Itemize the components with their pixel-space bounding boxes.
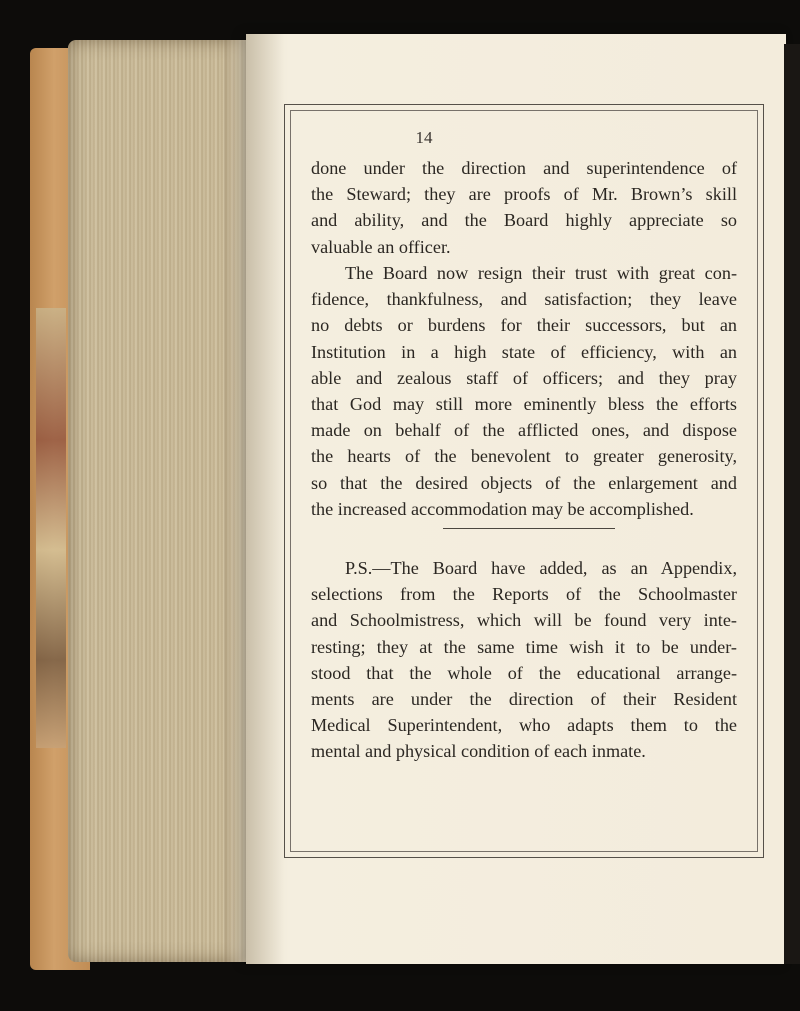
text-line: so that the desired objects of the enlargement and (311, 472, 737, 493)
paragraph-1 (311, 155, 737, 260)
gutter-shadow (246, 34, 284, 964)
page-number: 14 (415, 128, 433, 147)
text-line: done under the direction and superintendence of (311, 158, 737, 178)
text-line: valuable an officer. (311, 236, 451, 257)
text-line: The Board now resign their trust with great con- (345, 263, 737, 283)
text-line: ments are under the direction of their Resident (311, 689, 737, 710)
text-line: and Schoolmistress, which will be found very inte- (311, 610, 737, 631)
page-edges (68, 40, 250, 962)
text-line: stood that the whole of the educational arrange- (311, 662, 737, 683)
text-line: able and zealous staff of officers; and they pray (311, 367, 737, 388)
paragraph-postscript (311, 555, 737, 765)
text-line: selections from the Reports of the Schoolmaster (311, 584, 737, 605)
text-line: the increased accommodation may be accomplished. (311, 498, 694, 519)
text-line: resting; they at the same time wish it to be under- (311, 636, 737, 657)
text-line: the hearts of the benevolent to greater generosity, (311, 446, 737, 467)
text-line: no debts or burdens for their successors, but an (311, 315, 737, 336)
text-line: Medical Superintendent, who adapts them to the (311, 715, 737, 736)
page-right-edge (784, 44, 800, 964)
section-divider (443, 528, 615, 529)
text-line: the Steward; they are proofs of Mr. Brown’s skill (311, 184, 737, 205)
text-line: P.S.—The Board have added, as an Appendix, (345, 558, 737, 578)
text-line: Institution in a high state of efficiency, with an (311, 341, 737, 362)
paragraph-2 (311, 260, 737, 522)
text-line: that God may still more eminently bless the efforts (311, 394, 737, 415)
text-line: mental and physical condition of each inmate. (311, 741, 646, 762)
text-line: and ability, and the Board highly appreciate so (311, 210, 737, 231)
text-line: made on behalf of the afflicted ones, and dispose (311, 420, 737, 441)
text-line: fidence, thankfulness, and satisfaction; they leave (311, 289, 737, 310)
